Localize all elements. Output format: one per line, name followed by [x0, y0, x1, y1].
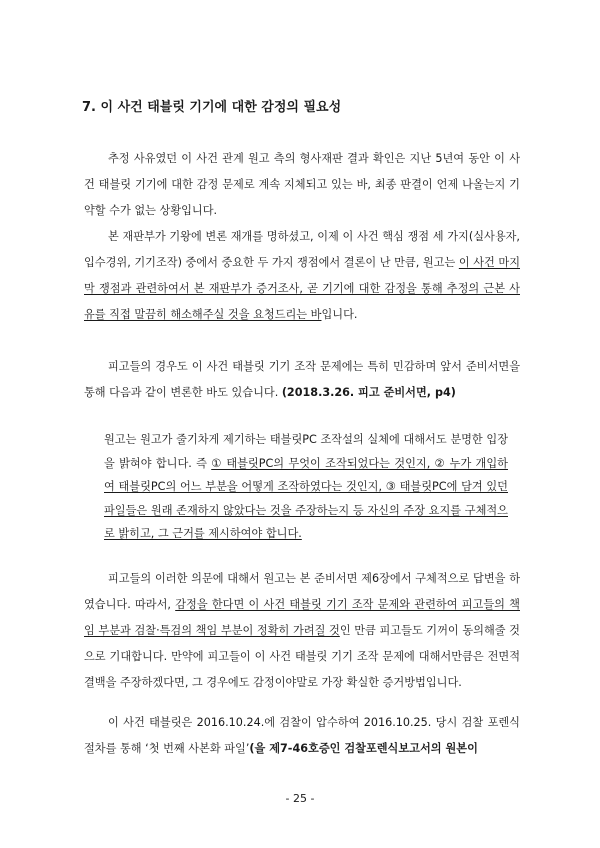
paragraph-5-bold: (을 제7-46호증인 검찰포렌식보고서의 원본이 — [249, 742, 478, 755]
page-number: - 25 - — [285, 792, 315, 805]
paragraph-3-citation: (2018.3.26. 피고 준비서면, p4) — [281, 386, 456, 399]
paragraph-2-text: 본 재판부가 기왕에 변론 재개를 명하셨고, 이제 이 사건 핵심 쟁점 세 가지(실사용자, 입수경위, 기기조작) 중에서 중요한 두 가지 쟁점에서 결론이 난 만큼, 원고는 — [84, 230, 520, 269]
quoted-block-underlined: ① 태블릿PC의 무엇이 조작되었다는 것인지, ② 누가 개입하여 태블릿PC의 어느 부분을 어떻게 조작하였다는 것인지, ③ 태블릿PC에 담겨 있던 파일들은 원래 존재하지 않았다는 것을 주장하는지 등 자신의 주장 요지를 구체적으로 밝히고, 그 근거를 제시하여야 합니다. — [104, 456, 508, 540]
paragraph-2-underlined: 이 사건 마지막 쟁점과 관련하여서 본 재판부가 증거조사, 곧 기기에 대한 감정을 통해 추정의 근본 사유를 직접 말끔히 해소해주실 것을 요청드리는 바 — [84, 256, 520, 321]
paragraph-4-text: 피고들의 이러한 의문에 대해서 원고는 본 준비서면 제6장에서 구체적으로 답변을 하였습니다. 따라서, — [84, 572, 520, 611]
paragraph-4-underlined: 감정을 한다면 이 사건 태블릿 기기 조작 문제와 관련하여 피고들의 책임 부분과 검찰·특검의 책임 부분이 정확히 가려질 것 — [84, 598, 520, 637]
paragraph-3-text: 피고들의 경우도 이 사건 태블릿 기기 조작 문제에는 특히 민감하며 앞서 준비서면을 통해 다음과 같이 변론한 바도 있습니다. — [84, 360, 520, 399]
quoted-block-text: 원고는 원고가 줄기차게 제기하는 태블릿PC 조작설의 실체에 대해서도 분명한 입장을 밝혀야 합니다. 즉 — [104, 433, 508, 470]
paragraph-3 — [84, 354, 520, 406]
paragraph-5 — [84, 710, 520, 762]
paragraph-1 — [84, 146, 520, 224]
paragraph-5-text: 이 사건 태블릿은 2016.10.24.에 검찰이 압수하여 2016.10.25. 당시 검찰 포렌식 절차를 통해 ‘첫 번째 사본화 파일’ — [84, 716, 520, 755]
paragraph-2 — [84, 224, 520, 328]
quoted-block — [104, 428, 508, 546]
paragraph-4-tail: 인 만큼 피고들도 기꺼이 동의해줄 것으로 기대합니다. 만약에 피고들이 이 사건 태블릿 기기 조작 문제에 대해서만큼은 전면적 결백을 주장하겠다면, 그 경우에도 감정이야말로 가장 확실한 증거방법입니다. — [84, 624, 520, 689]
section-heading: 7. 이 사건 태블릿 기기에 대한 감정의 필요성 — [82, 100, 342, 115]
paragraph-1-text: 추정 사유였던 이 사건 관계 원고 측의 형사재판 결과 확인은 지난 5년여 동안 이 사건 태블릿 기기에 대한 감정 문제로 계속 지체되고 있는 바, 최종 판결이 언제 나올는지 기약할 수가 없는 상황입니다. — [84, 152, 520, 217]
paragraph-4 — [84, 566, 520, 696]
paragraph-2-tail: 입니다. — [321, 308, 358, 321]
